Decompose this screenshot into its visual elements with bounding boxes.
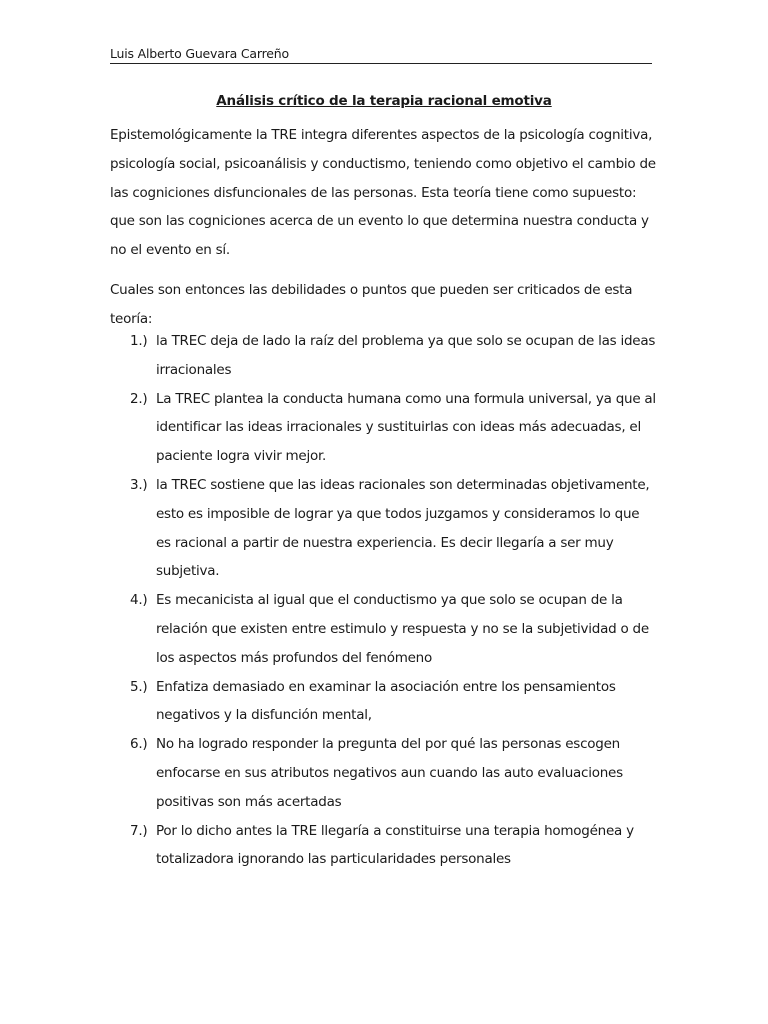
list-item-number: 2.) bbox=[130, 390, 148, 407]
list-item-text: la TREC sostiene que las ideas racionales son determinadas objetivamente, esto es imposible de lograr ya que todos juzgamos y consideramos lo que es racional a partir de nuestra experiencia. Es decir llegaría a ser muy subjetiva. bbox=[156, 476, 650, 580]
list-item-number: 6.) bbox=[130, 736, 148, 753]
list-item-number: 3.) bbox=[130, 476, 148, 493]
list-item-text: la TREC deja de lado la raíz del problema ya que solo se ocupan de las ideas irracionales bbox=[156, 333, 656, 378]
intro-paragraph: Epistemológicamente la TRE integra diferentes aspectos de la psicología cognitiva, psicología social, psicoanálisis y conductismo, teniendo como objetivo el cambio de las cogniciones disfuncionales de las personas. Esta teoría tiene como supuesto: que son las cogniciones acerca de un evento lo que determina nuestra conducta y no el evento en sí. bbox=[110, 127, 656, 259]
list-item bbox=[110, 327, 658, 385]
question-paragraph: Cuales son entonces las debilidades o puntos que pueden ser criticados de esta teoría: bbox=[110, 282, 633, 327]
list-item bbox=[110, 673, 658, 731]
list-item bbox=[110, 730, 658, 816]
list-item-number: 7.) bbox=[130, 822, 148, 839]
list-item-text: La TREC plantea la conducta humana como una formula universal, ya que al identificar las ideas irracionales y sustituirlas con ideas más adecuadas, el paciente logra vivir mejor. bbox=[156, 390, 656, 465]
author-header: Luis Alberto Guevara Carreño bbox=[110, 45, 652, 64]
list-item-text: Por lo dicho antes la TRE llegaría a constituirse una terapia homogénea y totalizadora ignorando las particularidades personales bbox=[156, 822, 634, 868]
list-item bbox=[110, 586, 658, 672]
list-item-text: Enfatiza demasiado en examinar la asociación entre los pensamientos negativos y la disfunción mental, bbox=[156, 678, 616, 724]
list-item bbox=[110, 385, 658, 471]
criticism-list bbox=[110, 327, 658, 874]
list-item bbox=[110, 471, 658, 586]
list-item-number: 1.) bbox=[130, 333, 148, 349]
list-item bbox=[110, 817, 658, 875]
list-item-text: Es mecanicista al igual que el conductismo ya que solo se ocupan de la relación que existen entre estimulo y respuesta y no se la subjetividad o de los aspectos más profundos del fenómeno bbox=[156, 592, 649, 666]
document-title: Análisis crítico de la terapia racional emotiva bbox=[216, 93, 552, 109]
list-item-number: 4.) bbox=[130, 592, 148, 609]
list-item-number: 5.) bbox=[130, 678, 148, 695]
list-item-text: No ha logrado responder la pregunta del por qué las personas escogen enfocarse en sus atributos negativos aun cuando las auto evaluaciones positivas son más acertadas bbox=[156, 736, 623, 810]
